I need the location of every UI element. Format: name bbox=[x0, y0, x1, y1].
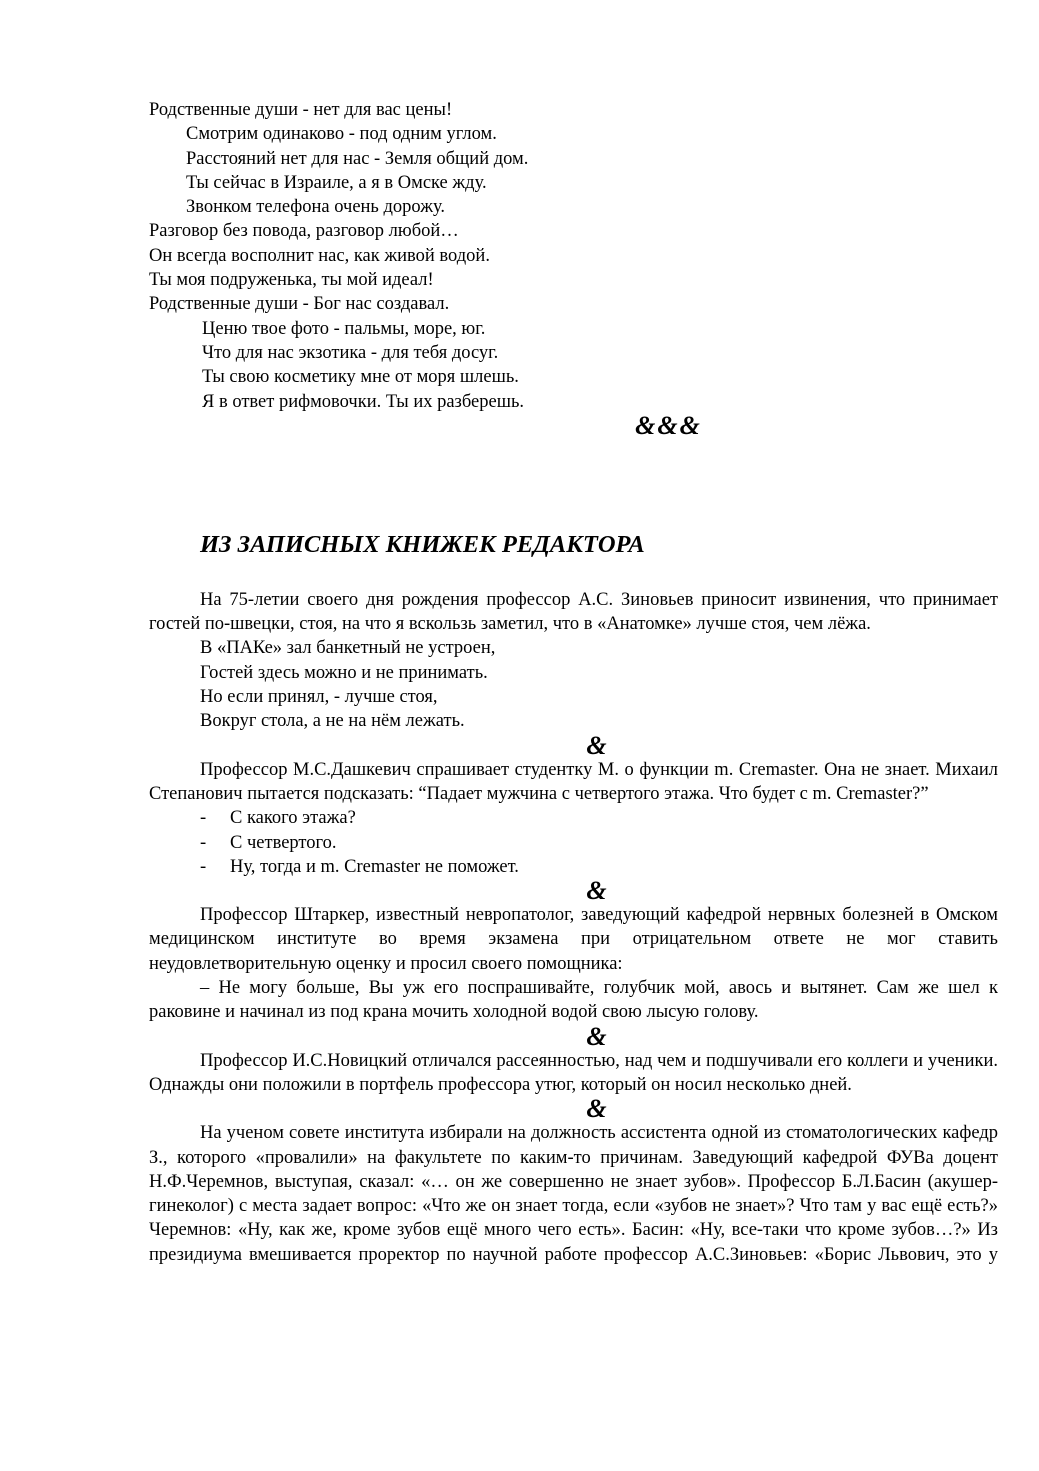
ornament-divider: & bbox=[586, 730, 609, 760]
dialogue-dash: - bbox=[200, 832, 207, 853]
story-paragraph: Профессор Штаркер, известный невропатолог, заведующий кафедрой нервных болезней в Омском медицинском институте во время экзамена при отрицательном ответе не мог ставить неудовлетворительную оценку и просил своего помощника: bbox=[149, 905, 998, 974]
story-1 bbox=[149, 588, 998, 734]
story-paragraph: Профессор М.С.Дашкевич спрашивает студентку М. о функции m. Cremaster. Она не знает. Михаил Степанович пытается подсказать: “Падает мужчина с четвертого этажа. Что будет с m. Cremaster?” bbox=[149, 759, 998, 804]
story-quote: – Не могу больше, Вы уж его поспрашивайте, голубчик мой, авось и вытянет. Сам же шел к раковине и начинал из под крана мочить холодной водой свою лысую голову. bbox=[149, 978, 998, 1023]
ornament-divider: & bbox=[586, 1094, 609, 1124]
story-4 bbox=[149, 1049, 998, 1098]
story-5 bbox=[149, 1121, 998, 1267]
verse-line: Гостей здесь можно и не принимать. bbox=[200, 662, 488, 683]
dialogue-line bbox=[149, 806, 998, 830]
dialogue-text: Ну, тогда и m. Cremaster не поможет. bbox=[230, 856, 519, 877]
poem-line: Ценю твое фото - пальмы, море, юг. bbox=[202, 318, 486, 339]
section-title: ИЗ ЗАПИСНЫХ КНИЖЕК РЕДАКТОРА bbox=[200, 530, 645, 558]
poem-line: Что для нас экзотика - для тебя досуг. bbox=[202, 342, 499, 363]
ornament-divider: &&& bbox=[635, 410, 702, 440]
poem-line: Смотрим одинаково - под одним углом. bbox=[186, 124, 497, 145]
dialogue-line bbox=[149, 855, 998, 879]
poem-line: Родственные души - Бог нас создавал. bbox=[149, 294, 450, 315]
story-3 bbox=[149, 903, 998, 1024]
story-paragraph: На ученом совете института избирали на должность ассистента одной из стоматологических кафедр З., которого «провалили» на факультете по каким-то причинам. Заведующий кафедрой ФУВа доцент Н.Ф.Черемнов, выступая, сказал: «… он же совершенно не знает зубов». Профессор Б.Л.Басин (акушер-гинеколог) с места задает вопрос: «Что же он знает тогда, если «зубов не знает»? Что там у вас ещё есть?» Черемнов: «Ну, как же, кроме зубов ещё много чего есть». Басин: «Ну, все-таки что кроме зубов…?» Из президиума вмешивается проректор по научной работе профессор А.С.Зиновьев: «Борис Львович, это у bbox=[149, 1123, 998, 1265]
poem-line: Ты свою косметику мне от моря шлешь. bbox=[202, 367, 519, 388]
poem-line: Расстояний нет для нас - Земля общий дом. bbox=[186, 148, 529, 169]
verse-line: В «ПАКе» зал банкетный не устроен, bbox=[200, 638, 496, 659]
ornament-divider: & bbox=[586, 1021, 609, 1051]
poem-line: Разговор без повода, разговор любой… bbox=[149, 221, 459, 242]
verse-line: Но если принял, - лучше стоя, bbox=[200, 687, 438, 708]
dialogue-line bbox=[149, 831, 998, 855]
story-2 bbox=[149, 758, 998, 879]
dialogue-dash: - bbox=[200, 856, 207, 877]
verse-line: Вокруг стола, а не на нём лежать. bbox=[200, 711, 465, 732]
story-paragraph: Профессор И.С.Новицкий отличался рассеянностью, над чем и подшучивали его коллеги и ученики. Однажды они положили в портфель профессора утюг, который он носил несколько дней. bbox=[149, 1050, 998, 1095]
poem-line: Я в ответ рифмовочки. Ты их разберешь. bbox=[202, 391, 525, 412]
poem-line: Ты моя подруженька, ты мой идеал! bbox=[149, 270, 434, 291]
document-page bbox=[149, 98, 998, 1267]
poem-line: Ты сейчас в Израиле, а я в Омске жду. bbox=[186, 172, 487, 193]
poem-line: Звонком телефона очень дорожу. bbox=[186, 197, 445, 218]
dialogue-text: С четвертого. bbox=[230, 832, 337, 853]
dialogue-dash: - bbox=[200, 808, 207, 829]
ornament-divider: & bbox=[586, 876, 609, 906]
poem-line: Он всегда восполнит нас, как живой водой. bbox=[149, 245, 490, 266]
story-paragraph: На 75-летии своего дня рождения профессор А.С. Зиновьев приносит извинения, что принимает гостей по-швецки, стоя, на что я вскользь заметил, что в «Анатомке» лучше стоя, чем лёжа. bbox=[149, 589, 998, 635]
dialogue-text: С какого этажа? bbox=[230, 808, 356, 829]
poem-line: Родственные души - нет для вас цены! bbox=[149, 100, 453, 120]
poem bbox=[149, 98, 998, 438]
